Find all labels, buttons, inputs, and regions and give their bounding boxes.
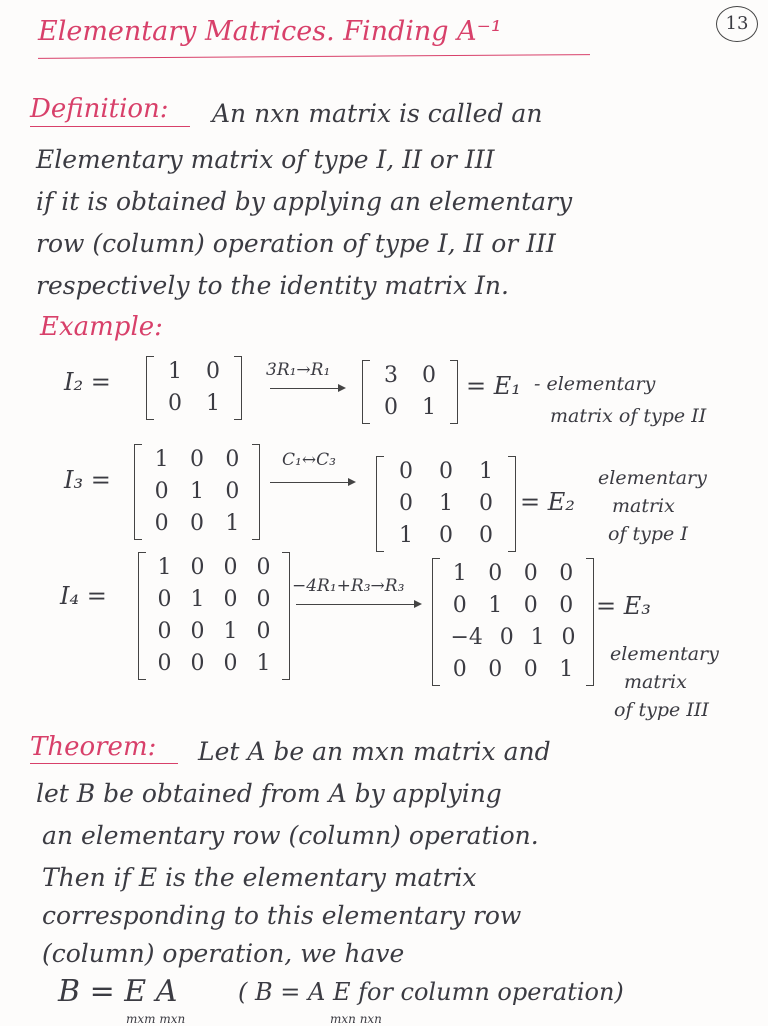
theorem-label: Theorem:: [30, 732, 157, 762]
example-label: Example:: [40, 312, 163, 342]
theorem-formula-alt: ( B = A E for column operation): [238, 978, 624, 1006]
ex1-result-matrix: 3 0 0 1: [362, 360, 458, 424]
ex2-note-2: matrix: [612, 495, 675, 517]
ex1-arrow: [270, 388, 344, 389]
ex3-note-1: elementary: [610, 643, 719, 665]
title-underline: [38, 54, 590, 59]
ex1-note-2: matrix of type II: [550, 405, 707, 427]
ex1-rhs: = E₁: [466, 372, 521, 400]
theorem-line-5: corresponding to this elementary row: [42, 901, 522, 930]
ex2-identity-matrix: 1 0 0 0 1 0 0 0 1: [134, 444, 260, 540]
ex3-identity-matrix: 1 0 0 0 0 1 0 0 0 0 1 0 0 0 0 1: [138, 552, 290, 680]
theorem-underline: [30, 763, 178, 764]
page-number: 13: [716, 6, 758, 42]
ex2-lhs: I₃ =: [64, 466, 111, 494]
ex3-lhs: I₄ =: [60, 582, 107, 610]
theorem-line-6: (column) operation, we have: [42, 939, 405, 968]
formula-subscript-2: mxn nxn: [330, 1012, 382, 1026]
ex1-note-1: - elementary: [534, 373, 656, 395]
definition-underline: [30, 126, 190, 127]
ex1-identity-matrix: 1 0 0 1: [146, 356, 242, 420]
definition-line-3: if it is obtained by applying an elementary: [36, 187, 573, 216]
ex2-arrow: [270, 482, 354, 483]
page-title: Elementary Matrices. Finding A⁻¹: [38, 16, 502, 47]
ex2-rhs: = E₂: [520, 488, 575, 516]
definition-line-5: respectively to the identity matrix In.: [36, 271, 509, 300]
definition-line-1: An nxn matrix is called an: [212, 99, 543, 128]
ex3-arrow: [296, 604, 420, 605]
ex3-note-3: of type III: [614, 699, 709, 721]
theorem-line-2: let B be obtained from A by applying: [36, 779, 502, 808]
ex3-rhs: = E₃: [596, 592, 651, 620]
definition-line-2: Elementary matrix of type I, II or III: [36, 145, 495, 174]
ex2-note-1: elementary: [598, 467, 707, 489]
ex3-result-matrix: 1 0 0 0 0 1 0 0 −4 0 1 0 0 0 0 1: [432, 558, 594, 686]
formula-subscript-1: mxm mxn: [126, 1012, 186, 1026]
ex2-note-3: of type I: [608, 523, 688, 545]
ex3-note-2: matrix: [624, 671, 687, 693]
definition-line-4: row (column) operation of type I, II or III: [36, 229, 556, 258]
theorem-line-1: Let A be an mxn matrix and: [198, 737, 551, 766]
ex2-result-matrix: 0 0 1 0 1 0 1 0 0: [376, 456, 516, 552]
ex1-lhs: I₂ =: [64, 368, 111, 396]
theorem-line-4: Then if E is the elementary matrix: [42, 863, 477, 892]
ex3-operation: −4R₁+R₃→R₃: [292, 576, 405, 596]
ex2-operation: C₁↔C₃: [282, 450, 336, 470]
ex1-operation: 3R₁→R₁: [266, 360, 331, 380]
definition-label: Definition:: [30, 94, 169, 124]
theorem-formula: B = E A: [58, 974, 178, 1009]
theorem-line-3: an elementary row (column) operation.: [42, 821, 539, 850]
